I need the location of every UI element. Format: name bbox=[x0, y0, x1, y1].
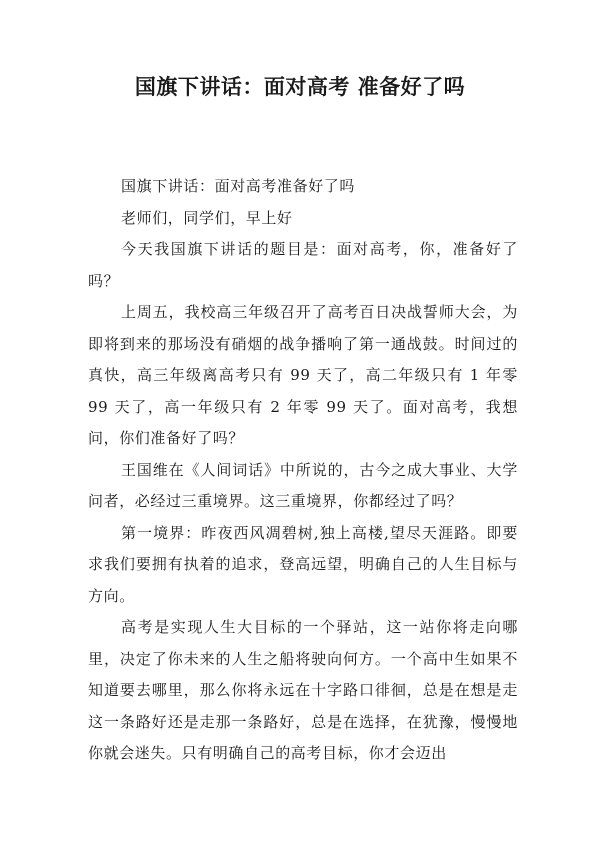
paragraph-goal: 高考是实现人生大目标的一个驿站，这一站你将走向哪里，决定了你未来的人生之船将驶向何方。一个高中生如果不知道要去哪里，那么你将永远在十字路口徘徊，总是在想是走这一条路好还是走那一条路好，总是在选择，在犹豫，慢慢地你就会迷失。只有明确自己的高考目标，你才会迈出 bbox=[88, 618, 518, 762]
paragraph-subtitle: 国旗下讲话：面对高考准备好了吗 bbox=[121, 177, 356, 195]
document-title: 国旗下讲话：面对高考 准备好了吗 bbox=[134, 75, 466, 99]
paragraph-three-realms: 王国维在《人间词话》中所说的，古今之成大事业、大学问者，必经过三重境界。这三重境界，你都经过了吗？ bbox=[88, 460, 518, 510]
paragraph-pledge-meeting: 上周五，我校高三年级召开了高考百日决战誓师大会，为即将到来的那场没有硝烟的战争播响了第一通战鼓。时间过的真快，高三年级离高考只有 99 天了，高二年级只有 1 年零 99 天了，高一年级只有 2 年零 99 天了。面对高考，我想问，你们准备好了吗？ bbox=[88, 303, 518, 447]
paragraph-greeting: 老师们，同学们，早上好 bbox=[121, 208, 293, 227]
paragraph-topic: 今天我国旗下讲话的题目是：面对高考，你，准备好了吗？ bbox=[88, 240, 518, 290]
paragraph-first-realm: 第一境界：昨夜西风凋碧树,独上高楼,望尽天涯路。即要求我们要拥有执着的追求，登高远望，明确自己的人生目标与方向。 bbox=[88, 523, 518, 605]
document-body bbox=[88, 171, 518, 770]
